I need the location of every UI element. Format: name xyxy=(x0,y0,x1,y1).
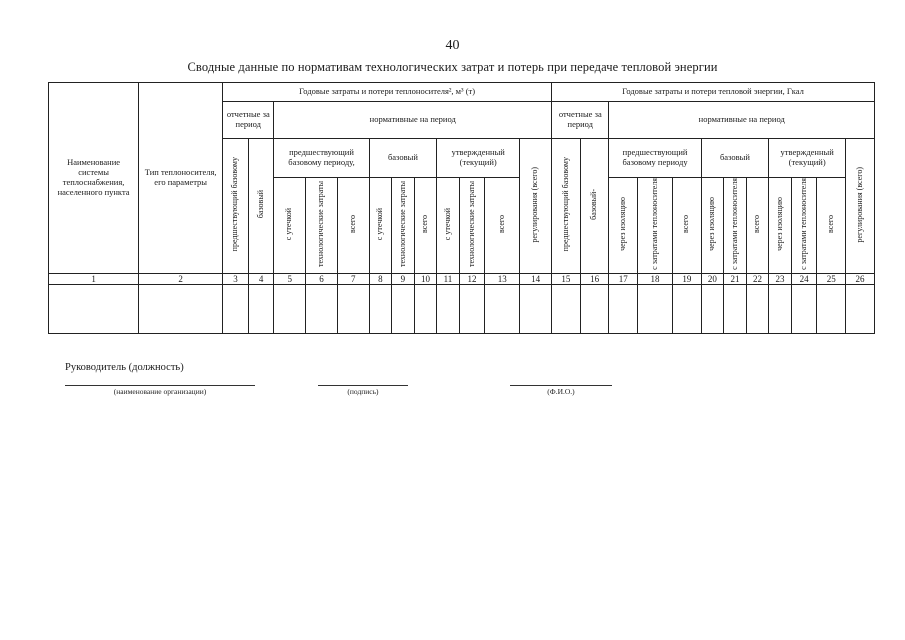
column-number: 1 xyxy=(49,273,139,284)
table-cell xyxy=(139,284,223,333)
column-number: 20 xyxy=(701,273,724,284)
fio-line xyxy=(510,385,612,386)
header-carrier-losses: Годовые затраты и потери теплоносителя², м³ (т) xyxy=(223,83,552,102)
column-number: 6 xyxy=(306,273,338,284)
col-tech: технологические затраты xyxy=(397,180,407,267)
col-total: всего xyxy=(347,214,357,233)
table-cell xyxy=(306,284,338,333)
table-cell xyxy=(392,284,415,333)
sign-caption: (подпись) xyxy=(347,387,379,396)
col-leak: с утечкой xyxy=(374,207,384,241)
column-number: 16 xyxy=(580,273,609,284)
col-total: всего xyxy=(496,214,506,233)
table-cell xyxy=(746,284,769,333)
col-insulation: через изоляцию xyxy=(774,196,784,251)
table-cell xyxy=(274,284,306,333)
table-cell xyxy=(248,284,274,333)
col-with-losses: с затратами теплоносителя xyxy=(729,178,739,270)
col-total: всего xyxy=(752,214,762,233)
col-insulation: через изоляцию xyxy=(707,196,717,251)
column-number: 13 xyxy=(485,273,520,284)
column-number: 15 xyxy=(552,273,581,284)
column-number: 14 xyxy=(520,273,552,284)
column-number: 3 xyxy=(223,273,249,284)
table-cell xyxy=(337,284,369,333)
column-number: 23 xyxy=(769,273,792,284)
header-base-2: базовый xyxy=(701,139,769,178)
header-approved-1: утвержденный (текущий) xyxy=(437,139,520,178)
table-row xyxy=(49,284,875,333)
table-cell xyxy=(580,284,609,333)
table-cell xyxy=(769,284,792,333)
col-total: всего xyxy=(681,214,691,233)
header-approved-2: утвержденный (текущий) xyxy=(769,139,846,178)
col-base-1: базовый xyxy=(255,190,265,219)
column-number: 9 xyxy=(392,273,415,284)
org-caption: (наименование организации) xyxy=(113,387,207,396)
column-number: 21 xyxy=(724,273,747,284)
col-regulation-2: регулирования (всего) xyxy=(854,166,864,243)
column-numbers-row xyxy=(49,273,875,284)
column-number: 26 xyxy=(846,273,875,284)
header-normative-2: нормативные на период xyxy=(609,102,875,139)
column-number: 12 xyxy=(459,273,485,284)
column-number: 11 xyxy=(437,273,460,284)
column-number: 5 xyxy=(274,273,306,284)
table-cell xyxy=(638,284,673,333)
col-with-losses: с затратами теплоносителя xyxy=(649,178,659,270)
header-reporting-1: отчетные за период xyxy=(223,102,274,139)
header-base-1: базовый xyxy=(369,139,437,178)
header-heat-losses: Годовые затраты и потери тепловой энергии, Гкал xyxy=(552,83,875,102)
table-cell xyxy=(701,284,724,333)
table-cell xyxy=(369,284,392,333)
col-leak: с утечкой xyxy=(284,207,294,241)
column-number: 10 xyxy=(414,273,437,284)
col-preceding-base-2: предшествующий базовому xyxy=(560,157,570,252)
table-cell xyxy=(672,284,701,333)
col-total: всего xyxy=(825,214,835,233)
col-base-2: базовый- xyxy=(589,189,599,220)
col-total: всего xyxy=(420,214,430,233)
table-cell xyxy=(485,284,520,333)
header-carrier-type: Тип теплоносителя, его параметры xyxy=(139,83,223,274)
column-number: 17 xyxy=(609,273,638,284)
col-regulation-1: регулирования (всего) xyxy=(530,166,540,243)
column-number: 7 xyxy=(337,273,369,284)
table-cell xyxy=(520,284,552,333)
table-cell xyxy=(552,284,581,333)
document-title: Сводные данные по нормативам технологических затрат и потерь при передаче тепловой энергии xyxy=(187,60,718,74)
table-cell xyxy=(724,284,747,333)
table-cell xyxy=(49,284,139,333)
table-cell xyxy=(609,284,638,333)
table-cell xyxy=(414,284,437,333)
column-number: 22 xyxy=(746,273,769,284)
column-number: 4 xyxy=(248,273,274,284)
col-tech: технологические затраты xyxy=(466,180,476,267)
col-leak: с утечкой xyxy=(442,207,452,241)
table-cell xyxy=(437,284,460,333)
fio-caption: (Ф.И.О.) xyxy=(547,387,575,396)
header-preceding-2: предшествующий базовому периоду xyxy=(609,139,701,178)
col-preceding-base-1: предшествующий базовому xyxy=(230,157,240,252)
table-cell xyxy=(846,284,875,333)
column-number: 24 xyxy=(791,273,817,284)
sign-line xyxy=(318,385,408,386)
header-system-name: Наименование системы теплоснабжения, населенного пункта xyxy=(49,83,139,274)
page-number: 40 xyxy=(445,38,460,53)
column-number: 18 xyxy=(638,273,673,284)
header-reporting-2: отчетные за период xyxy=(552,102,609,139)
column-number: 8 xyxy=(369,273,392,284)
org-line xyxy=(65,385,255,386)
col-insulation: через изоляцию xyxy=(617,196,627,251)
column-number: 19 xyxy=(672,273,701,284)
head-label: Руководитель (должность) xyxy=(65,362,184,373)
column-number: 25 xyxy=(817,273,846,284)
table-cell xyxy=(817,284,846,333)
col-with-losses: с затратами теплоносителя xyxy=(798,178,808,270)
table-cell xyxy=(791,284,817,333)
summary-table xyxy=(48,82,875,334)
table-cell xyxy=(459,284,485,333)
header-preceding-1: предшествующий базовому периоду, xyxy=(274,139,369,178)
col-tech: технологические затраты xyxy=(316,180,326,267)
column-number: 2 xyxy=(139,273,223,284)
table-cell xyxy=(223,284,249,333)
header-normative-1: нормативные на период xyxy=(274,102,552,139)
